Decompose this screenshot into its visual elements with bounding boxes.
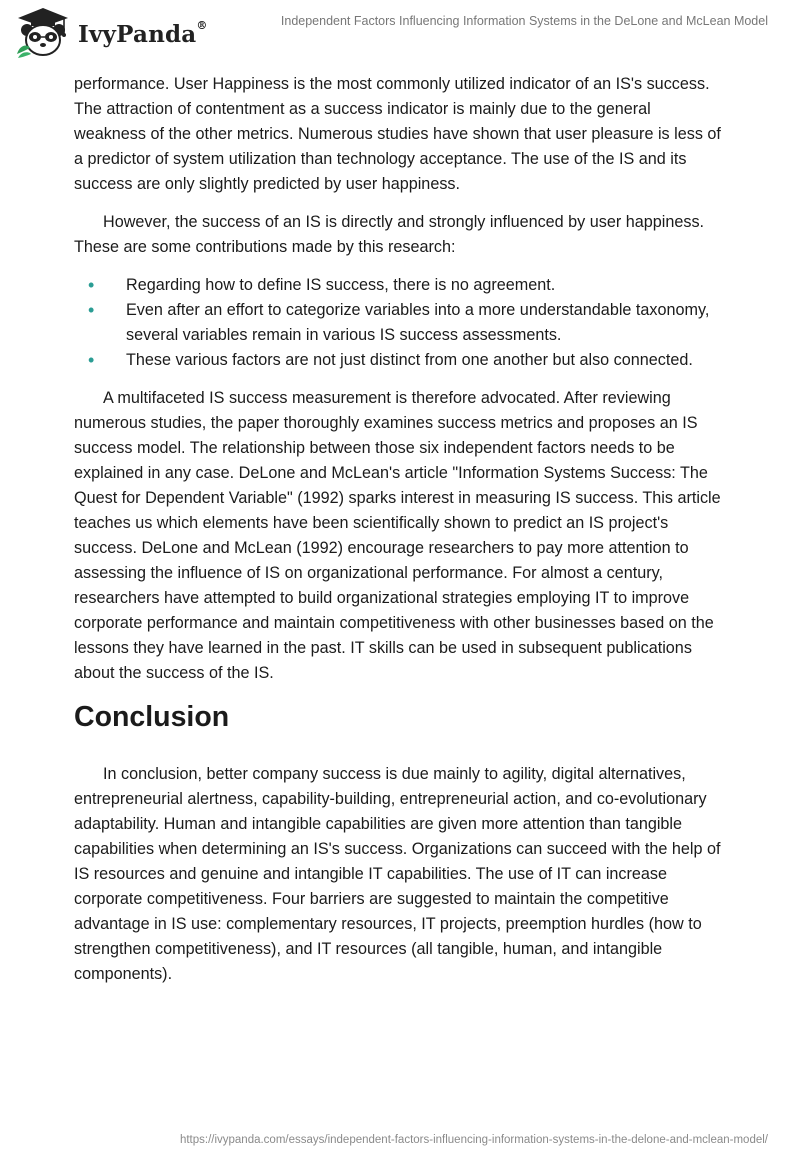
paragraph-continued: performance. User Happiness is the most commonly utilized indicator of an IS's success. The attraction of contentment as a success indicator is mainly due to the general weakness of the other metrics. Numerous studies have shown that user pleasure is less of a predictor of system utilization than technology acceptance. The use of the IS and its success are only slightly predicted by user happiness. (74, 75, 721, 193)
list-item (74, 273, 726, 298)
bullet-dot-icon: • (88, 275, 95, 295)
contributions-list (74, 273, 726, 373)
document-title: Independent Factors Influencing Information Systems in the DeLone and McLean Model (280, 14, 768, 28)
section-heading-conclusion: Conclusion (74, 701, 230, 733)
list-item (74, 298, 726, 348)
paragraph-conclusion: In conclusion, better company success is due mainly to agility, digital alternatives, entrepreneurial alertness, capability-building, entrepreneurial action, and co-evolutionary adaptability. Human and intangible capabilities are given more attention than tangible capabilities when determining an IS's success. Organizations can succeed with the help of IS resources and genuine and intangible IT capabilities. The use of IT can increase corporate competitiveness. Four barriers are suggested to maintain the competitive advantage in IS use: complementary resources, IT projects, preemption hurdles (how to strengthen competitiveness), and IT resources (all tangible, human, and intangible components). (74, 765, 721, 983)
paragraph-contributions: However, the success of an IS is directly and strongly influenced by user happiness. These are some contributions made by this research: (74, 213, 705, 256)
bullet-dot-icon: • (88, 300, 95, 320)
registered-mark: ® (196, 18, 208, 32)
brand-name: IvyPanda® (78, 18, 208, 48)
brand-logo[interactable] (14, 6, 208, 60)
bullet-dot-icon: • (88, 350, 95, 370)
list-item-text: Regarding how to define IS success, there is no agreement. (126, 276, 556, 294)
essay-body (74, 72, 726, 1000)
list-item-text: Even after an effort to categorize variables into a more understandable taxonomy, several variables remain in various IS success assessments. (126, 301, 710, 344)
page-header (0, 0, 800, 70)
paragraph-measurement: A multifaceted IS success measurement is therefore advocated. After reviewing numerous studies, the paper thoroughly examines success metrics and proposes an IS success model. The relationship between those six independent factors needs to be explained in any case. DeLone and McLean's article "Information Systems Success: The Quest for Dependent Variable" (1992) sparks interest in measuring IS success. This article teaches us which elements have been scientifically shown to predict an IS project's success. DeLone and McLean (1992) encourage researchers to pay more attention to assessing the influence of IS on organizational performance. For almost a century, researchers have attempted to build organizational strategies employing IT to improve corporate performance and maintain competitiveness with other businesses based on the lessons they have learned in the past. IT skills can be used in subsequent publications about the success of the IS. (74, 389, 721, 682)
panda-graduate-icon (14, 6, 72, 60)
list-item-text: These various factors are not just distinct from one another but also connected. (126, 351, 693, 369)
source-url[interactable]: https://ivypanda.com/essays/independent-factors-influencing-information-systems-in-the-delone-and-mclean-model/ (179, 1134, 768, 1146)
list-item (74, 348, 726, 373)
